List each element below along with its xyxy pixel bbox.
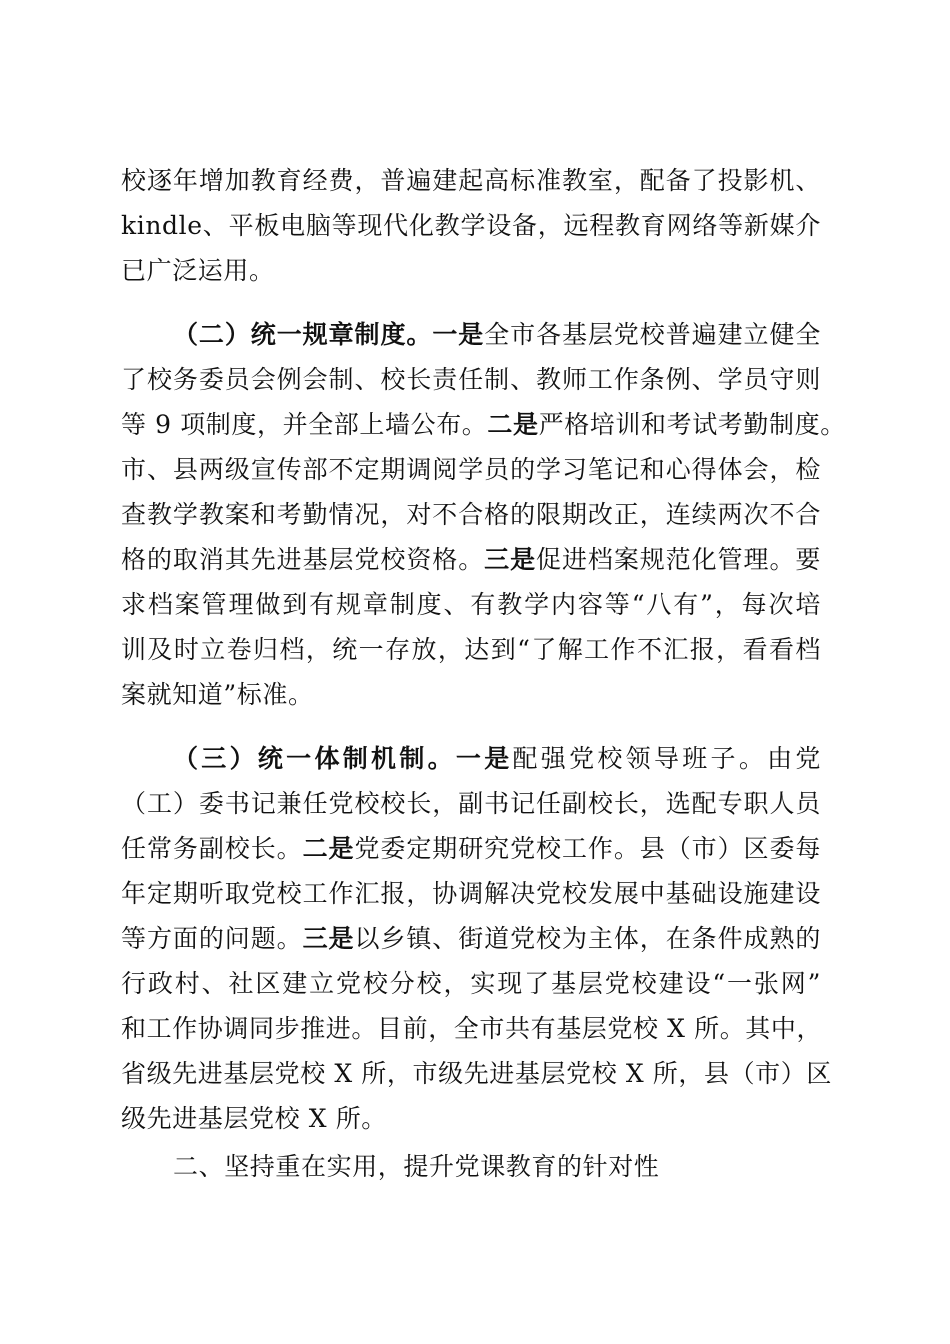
text-line [121,672,821,717]
body-text: 求档案管理做到有规章制度、有教学内容等“八有”，每次培 [121,590,821,619]
bold-text: 二是 [487,410,539,439]
text-line [121,447,821,492]
text-line [173,312,821,357]
body-text: 等 9 项制度，并全部上墙公布。 [121,410,488,439]
text-line [121,492,821,537]
bold-text: 三是 [484,545,537,574]
body-text: 训及时立卷归档，统一存放，达到“了解工作不汇报，看看档 [121,635,821,664]
body-text: 市、县两级宣传部不定期调阅学员的学习笔记和心得体会，检 [121,455,821,484]
text-line [121,158,821,203]
text-line [121,1096,821,1141]
body-text: 校逐年增加教育经费，普遍建起高标准教室，配备了投影机、 [121,166,821,195]
text-line [121,1006,821,1051]
text-line [121,582,821,627]
body-text: 了校务委员会例会制、校长责任制、教师工作条例、学员守则 [121,365,821,394]
body-text: 年定期听取党校工作汇报，协调解决党校发展中基础设施建设 [121,879,821,908]
text-line [173,736,821,781]
body-text: 促进档案规范化管理。要 [536,545,822,574]
text-line [121,203,821,248]
body-text: 配强党校领导班子。由党 [512,744,822,773]
body-text: 以乡镇、街道党校为主体，在条件成熟的 [354,924,822,953]
text-line [121,826,821,871]
body-text: （工）委书记兼任党校校长，副书记任副校长，选配专职人员 [121,789,821,818]
body-text: kindle、平板电脑等现代化教学设备，远程教育网络等新媒介 [121,211,821,240]
body-text: 省级先进基层党校 X 所，市级先进基层党校 X 所，县（市）区 [121,1059,832,1088]
body-text: 格的取消其先进基层党校资格。 [121,545,485,574]
section-heading: 二、坚持重在实用，提升党课教育的针对性 [173,1152,660,1181]
body-text: 和工作协调同步推进。目前，全市共有基层党校 X 所。其中， [121,1014,823,1043]
text-line [121,916,821,961]
text-line [121,871,821,916]
body-text: 案就知道”标准。 [121,680,314,709]
text-line [121,781,821,826]
text-line [121,1051,832,1096]
body-text: 严格培训和考试考勤制度。 [538,410,846,439]
bold-text: （二）统一规章制度。一是 [173,320,485,349]
text-line [121,248,821,293]
text-line [121,402,846,447]
body-text: 级先进基层党校 X 所。 [121,1104,387,1133]
body-text: 等方面的问题。 [121,924,303,953]
body-text: 查教学教案和考勤情况，对不合格的限期改正，连续两次不合 [121,500,821,529]
text-line [121,961,821,1006]
bold-text: 二是 [302,834,355,863]
body-text: 全市各基层党校普遍建立健全 [484,320,821,349]
body-text: 已广泛运用。 [121,256,275,285]
bold-text: 三是 [302,924,355,953]
text-line [121,537,821,582]
body-text: 行政村、社区建立党校分校，实现了基层党校建设“一张网” [121,969,821,998]
text-line [121,627,821,672]
body-text: 任常务副校长。 [121,834,303,863]
bold-text: （三）统一体制机制。一是 [173,744,513,773]
body-text: 党委定期研究党校工作。县（市）区委每 [354,834,822,863]
text-line [121,357,821,402]
